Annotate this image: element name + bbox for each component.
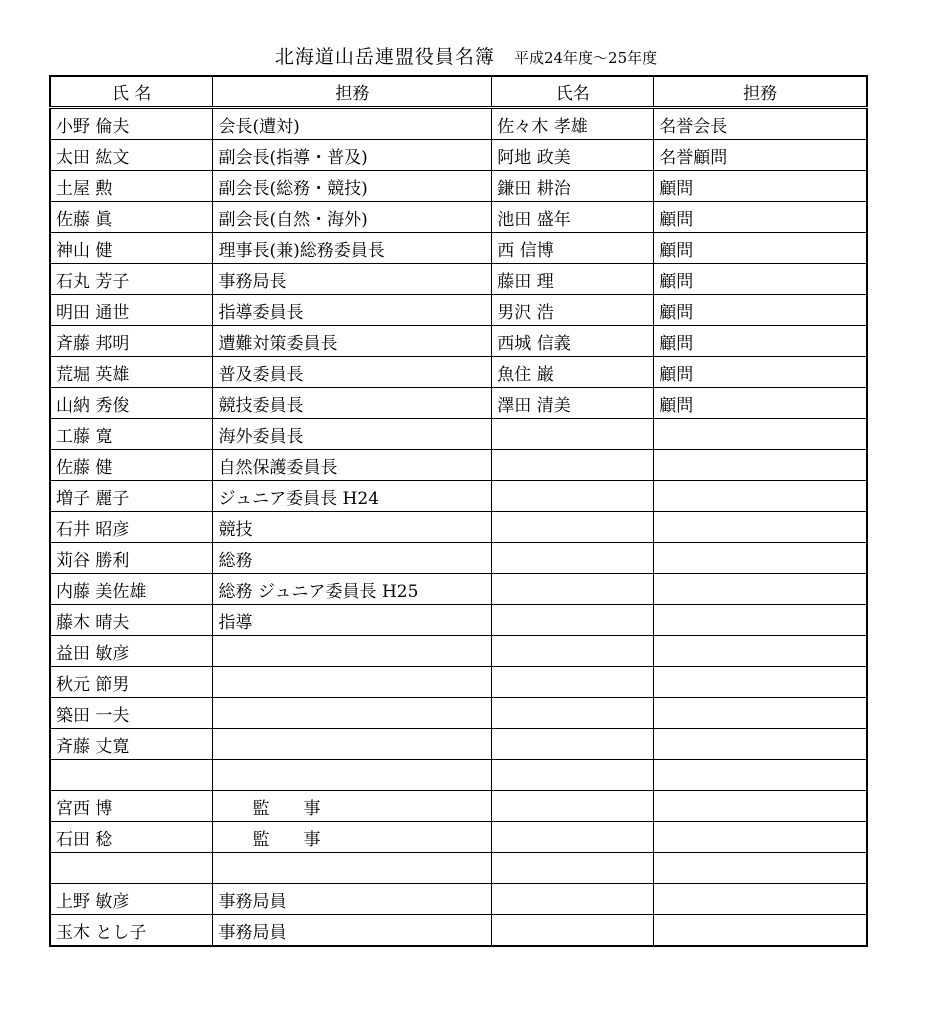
duty-cell: 遭難対策委員長 — [213, 326, 492, 357]
table-row — [50, 853, 867, 884]
duty-cell-2: 顧問 — [654, 171, 867, 202]
name-cell-2 — [492, 667, 654, 698]
table-row — [50, 419, 867, 450]
name-cell: 益田 敏彦 — [50, 636, 213, 667]
duty-cell-2: 名誉顧問 — [654, 140, 867, 171]
duty-cell-2 — [654, 884, 867, 915]
duty-cell-2 — [654, 791, 867, 822]
document-title: 北海道山岳連盟役員名簿 — [274, 46, 495, 68]
name-cell-2: 藤田 理 — [492, 264, 654, 295]
name-cell-2 — [492, 791, 654, 822]
name-cell: 玉木 とし子 — [50, 915, 213, 947]
table-row — [50, 698, 867, 729]
document-subtitle: 平成24年度～25年度 — [513, 49, 658, 67]
name-cell: 石丸 芳子 — [50, 264, 213, 295]
duty-cell: 自然保護委員長 — [213, 450, 492, 481]
duty-cell: 理事長(兼)総務委員長 — [213, 233, 492, 264]
name-cell-2 — [492, 760, 654, 791]
name-cell-2 — [492, 636, 654, 667]
table-row — [50, 512, 867, 543]
duty-cell-2: 顧問 — [654, 264, 867, 295]
name-cell: 苅谷 勝利 — [50, 543, 213, 574]
duty-cell: 総務 ジュニア委員長 H25 — [213, 574, 492, 605]
duty-cell-2: 名誉会長 — [654, 108, 867, 140]
table-row — [50, 326, 867, 357]
name-cell: 築田 一夫 — [50, 698, 213, 729]
name-cell: 秋元 節男 — [50, 667, 213, 698]
table-row — [50, 357, 867, 388]
table-row — [50, 264, 867, 295]
name-cell — [50, 853, 213, 884]
header-name: 氏 名 — [50, 76, 213, 108]
name-cell-2 — [492, 884, 654, 915]
name-cell: 内藤 美佐雄 — [50, 574, 213, 605]
name-cell-2: 男沢 浩 — [492, 295, 654, 326]
name-cell-2: 鎌田 耕治 — [492, 171, 654, 202]
duty-cell-2 — [654, 605, 867, 636]
name-cell-2 — [492, 853, 654, 884]
name-cell: 佐藤 健 — [50, 450, 213, 481]
name-cell-2 — [492, 574, 654, 605]
name-cell-2: 阿地 政美 — [492, 140, 654, 171]
table-row — [50, 388, 867, 419]
duty-cell: 総務 — [213, 543, 492, 574]
duty-cell-2 — [654, 667, 867, 698]
name-cell: 山納 秀俊 — [50, 388, 213, 419]
name-cell: 神山 健 — [50, 233, 213, 264]
table-row — [50, 108, 867, 140]
duty-cell: 副会長(総務・競技) — [213, 171, 492, 202]
duty-cell-2: 顧問 — [654, 295, 867, 326]
table-row — [50, 915, 867, 947]
duty-cell-2 — [654, 822, 867, 853]
name-cell-2: 魚住 巌 — [492, 357, 654, 388]
duty-cell: 海外委員長 — [213, 419, 492, 450]
duty-cell-2 — [654, 543, 867, 574]
duty-cell: 事務局員 — [213, 915, 492, 947]
name-cell-2 — [492, 512, 654, 543]
name-cell-2 — [492, 729, 654, 760]
duty-cell — [213, 698, 492, 729]
duty-cell-2 — [654, 512, 867, 543]
table-row — [50, 760, 867, 791]
table-row — [50, 202, 867, 233]
duty-cell: 副会長(指導・普及) — [213, 140, 492, 171]
name-cell: 石田 稔 — [50, 822, 213, 853]
name-cell: 宮西 博 — [50, 791, 213, 822]
duty-cell-2 — [654, 698, 867, 729]
header-name-2: 氏名 — [492, 76, 654, 108]
table-row — [50, 822, 867, 853]
table-row — [50, 295, 867, 326]
duty-cell: 監 事 — [213, 822, 492, 853]
duty-cell: 事務局長 — [213, 264, 492, 295]
name-cell: 斉藤 丈寛 — [50, 729, 213, 760]
duty-cell: 会長(遭対) — [213, 108, 492, 140]
name-cell: 工藤 寛 — [50, 419, 213, 450]
duty-cell-2 — [654, 853, 867, 884]
duty-cell-2 — [654, 915, 867, 947]
table-header-row — [50, 76, 867, 108]
duty-cell: 指導委員長 — [213, 295, 492, 326]
duty-cell-2 — [654, 729, 867, 760]
name-cell-2 — [492, 915, 654, 947]
name-cell-2 — [492, 822, 654, 853]
table-row — [50, 729, 867, 760]
duty-cell-2: 顧問 — [654, 357, 867, 388]
table-row — [50, 543, 867, 574]
duty-cell: 競技 — [213, 512, 492, 543]
duty-cell-2 — [654, 481, 867, 512]
duty-cell: 競技委員長 — [213, 388, 492, 419]
table-row — [50, 481, 867, 512]
name-cell: 藤木 晴夫 — [50, 605, 213, 636]
table-row — [50, 574, 867, 605]
duty-cell: ジュニア委員長 H24 — [213, 481, 492, 512]
duty-cell-2 — [654, 574, 867, 605]
duty-cell: 監 事 — [213, 791, 492, 822]
header-duty-2: 担務 — [654, 76, 867, 108]
name-cell-2: 佐々木 孝雄 — [492, 108, 654, 140]
name-cell: 太田 紘文 — [50, 140, 213, 171]
duty-cell-2: 顧問 — [654, 233, 867, 264]
table-row — [50, 667, 867, 698]
table-row — [50, 450, 867, 481]
header-duty: 担務 — [213, 76, 492, 108]
name-cell-2 — [492, 543, 654, 574]
table-row — [50, 884, 867, 915]
name-cell: 佐藤 眞 — [50, 202, 213, 233]
duty-cell-2: 顧問 — [654, 388, 867, 419]
name-cell: 荒堀 英雄 — [50, 357, 213, 388]
document-heading — [0, 42, 932, 69]
duty-cell-2 — [654, 419, 867, 450]
name-cell-2: 池田 盛年 — [492, 202, 654, 233]
name-cell-2: 澤田 清美 — [492, 388, 654, 419]
duty-cell — [213, 636, 492, 667]
duty-cell: 事務局員 — [213, 884, 492, 915]
name-cell-2 — [492, 481, 654, 512]
table-row — [50, 791, 867, 822]
name-cell: 明田 通世 — [50, 295, 213, 326]
name-cell-2: 西 信博 — [492, 233, 654, 264]
table-row — [50, 605, 867, 636]
name-cell: 石井 昭彦 — [50, 512, 213, 543]
duty-cell — [213, 760, 492, 791]
duty-cell-2 — [654, 450, 867, 481]
name-cell-2 — [492, 419, 654, 450]
duty-cell-2: 顧問 — [654, 326, 867, 357]
name-cell: 上野 敏彦 — [50, 884, 213, 915]
name-cell: 小野 倫夫 — [50, 108, 213, 140]
table-row — [50, 636, 867, 667]
duty-cell — [213, 729, 492, 760]
table-row — [50, 233, 867, 264]
duty-cell: 指導 — [213, 605, 492, 636]
officer-roster-table — [49, 75, 868, 947]
duty-cell-2 — [654, 636, 867, 667]
name-cell — [50, 760, 213, 791]
name-cell-2 — [492, 450, 654, 481]
name-cell-2 — [492, 698, 654, 729]
duty-cell: 副会長(自然・海外) — [213, 202, 492, 233]
duty-cell-2 — [654, 760, 867, 791]
name-cell: 増子 麗子 — [50, 481, 213, 512]
table-row — [50, 171, 867, 202]
duty-cell-2: 顧問 — [654, 202, 867, 233]
name-cell: 斉藤 邦明 — [50, 326, 213, 357]
name-cell: 土屋 勲 — [50, 171, 213, 202]
duty-cell — [213, 667, 492, 698]
name-cell-2 — [492, 605, 654, 636]
duty-cell: 普及委員長 — [213, 357, 492, 388]
duty-cell — [213, 853, 492, 884]
table-row — [50, 140, 867, 171]
table-body — [50, 108, 867, 947]
name-cell-2: 西城 信義 — [492, 326, 654, 357]
